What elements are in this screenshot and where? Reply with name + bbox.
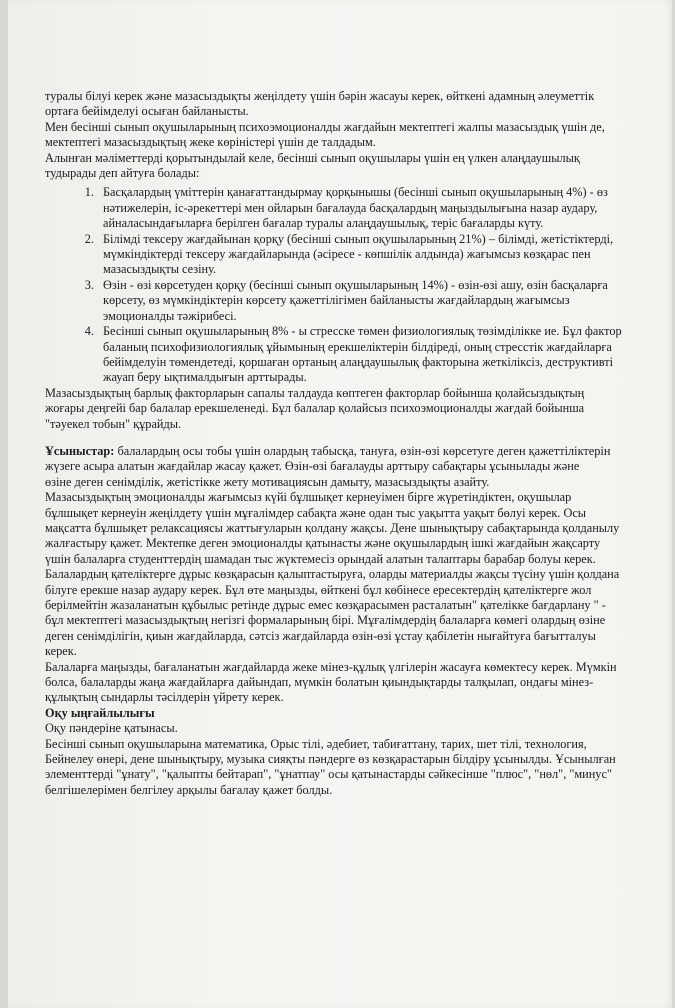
reading-paragraph-1: Оқу пәндеріне қатынасы.	[45, 721, 178, 736]
recommendations-text: балалардың осы тобы үшін олардың табысқа, тануға, өзін-өзі көрсетуге деген қажеттіліктерін жүзеге асыра алатын жағдайлар жасау қажет. Өзін-өзі бағалауды арттыру сабақтары ұсынылады және	[45, 443, 611, 474]
list-item: 2. Білімді тексеру жағдайынан қорқу (бесінші сынып оқушыларының 21%) – білімді, жетістіктерді, мүмкіндіктерді тексеру жағдайларында (әсіресе - көпшілік алдында) жағымсыз көзқарас пен мазасыздықты сезіну.	[97, 232, 625, 278]
list-item: 3. Өзін - өзі көрсетуден қорқу (бесінші сынып оқушыларының 14%) - өзін-өзі ашу, өзін басқаларға көрсету, өз мүмкіндіктерін көрсету қажеттілігімен байланысты жағдайлардың жағымсыз эмоционалды тәжірибесі.	[97, 278, 625, 324]
section-heading: Оқу ыңғайлылығы	[45, 705, 155, 720]
recommendations-paragraph-5: Балаларға маңызды, бағаланатын жағдайларда жеке мінез-құлық үлгілерін жасауға көмектесу керек. Мүмкін болса, балаларды жаңа жағдайларға дайындап, мүмкін болатын қиындықтарды талқылап, ондағы мінез-құлықтың сындарлы тәсілдерін үйрету керек.	[45, 659, 617, 705]
list-item: 4. Бесінші сынып оқушыларының 8% - ы стресске төмен физиологиялық төзімділікке ие. Бұл фактор баланың психофизиологиялық ұйымының ерекшеліктерін білдіреді, оның стресстік жағдайларға бейімделуін төмендетеді, қоршаған ортаның алаңдаушылық факторына жеткіліксіз, деструктивті жауап беру ықтималдығын арттырады.	[97, 324, 625, 386]
intro-paragraph-3: Алынған мәліметтерді қорытындылай келе, бесінші сынып оқушылары үшін ең үлкен алаңдаушылық тудырады деп айтуға болады:	[45, 150, 580, 181]
conclusion-paragraph: Мазасыздықтың барлық факторларын сапалы талдауда көптеген факторлар бойынша қолайсыздықтың жоғары деңгейі бар балалар ерекшеленеді. Бұл балалар қолайсыз психоэмоционалды жағдай бойынша "тәуекел тобын" құрайды.	[45, 385, 585, 431]
recommendations-paragraph-2: өзіне деген сенімділік, жетістікке жету мотивациясын дамыту, мазасыздықты азайту.	[45, 474, 490, 489]
anxiety-factors-list	[45, 185, 625, 385]
paper-sheet	[8, 0, 672, 1008]
recommendations-paragraph-3: Мазасыздықтың эмоционалды жағымсыз күйі бұлшықет кернеуімен бірге жүретіндіктен, оқушылар бұлшықет кернеуін жеңілдету үшін мұғалімдер сабақта және одан тыс уақытта уақыт бөлуі керек. Осы мақсатта бұлшықет релаксациясы жаттығуларын қолдану жақсы. Дене шынықтыру сабақтарында қолданылу жалғастыру қажет. Мектепке деген эмоционалды қатынасты және оқушылардың ішкі жағдайын жақсарту үшін балаларға студенттердің шамадан тыс жүктемесіз орындай алатын талаптары барабар болуы керек.	[45, 490, 620, 566]
list-item: 1. Басқалардың үміттерін қанағаттандырмау қорқынышы (бесінші сынып оқушыларының 4%) - өз нәтижелерін, іс-әрекеттері мен ойларын бағалауда басқалардың маңыздылығына назар аудару, айналасындағыларға берілген бағалар туралы алаңдаушылық, теріс бағаларды күту.	[97, 185, 625, 231]
recommendations-paragraph-4: Балалардың қателіктерге дұрыс көзқарасын қалыптастыруға, оларды материалды жақсы түсіну үшін қолдана білуге ерекше назар аудару керек. Бұл өте маңызды, өйткені бұл көбінесе ересектердің қателіктерге жол берілмейтін жазаланатын құбылыс ретінде дұрыс емес көзқарасымен расталатын" қателікке бағдарлану " - бұл мектептегі мазасыздықтың негізгі формаларының бірі. Мұғалімдердің балаларға көмегі олардың өзіне деген сенімділігін, қиын жағдайларда, сәтсіз жағдайларда өзін-өзі ұстау қабілетін нығайтуға бағытталуы керек.	[45, 567, 620, 659]
recommendations-title: Ұсыныстар:	[45, 443, 115, 458]
intro-paragraph-1: туралы білуі керек және мазасыздықты жеңілдету үшін бәрін жасауы керек, өйткені адамның әлеуметтік ортаға бейімделуі осыған байланысты.	[45, 89, 595, 119]
reading-paragraph-2: Бесінші сынып оқушыларына математика, Орыс тілі, әдебиет, табиғаттану, тарих, шет тілі, технология, Бейнелеу өнері, дене шынықтыру, музыка сияқты пәндерге өз көзқарастарын білдіру ұсынылды. Ұсынылған элементтерді "ұнату", "қалыпты бейтарап", "ұнатпау" осы қатынастарды сәйкесінше "плюс", "нөл", "минус" белгішелерімен белгілеу арқылы бағалау қажет болды.	[45, 736, 616, 797]
intro-paragraph-2: Мен бесінші сынып оқушыларының психоэмоционалды жағдайын мектептегі жалпы мазасыздық үшін де, мектептегі мазасыздықтың жеке көріністері үшін де талдадым.	[45, 119, 605, 150]
document-body	[45, 89, 625, 798]
recommendations-paragraph	[45, 444, 625, 475]
